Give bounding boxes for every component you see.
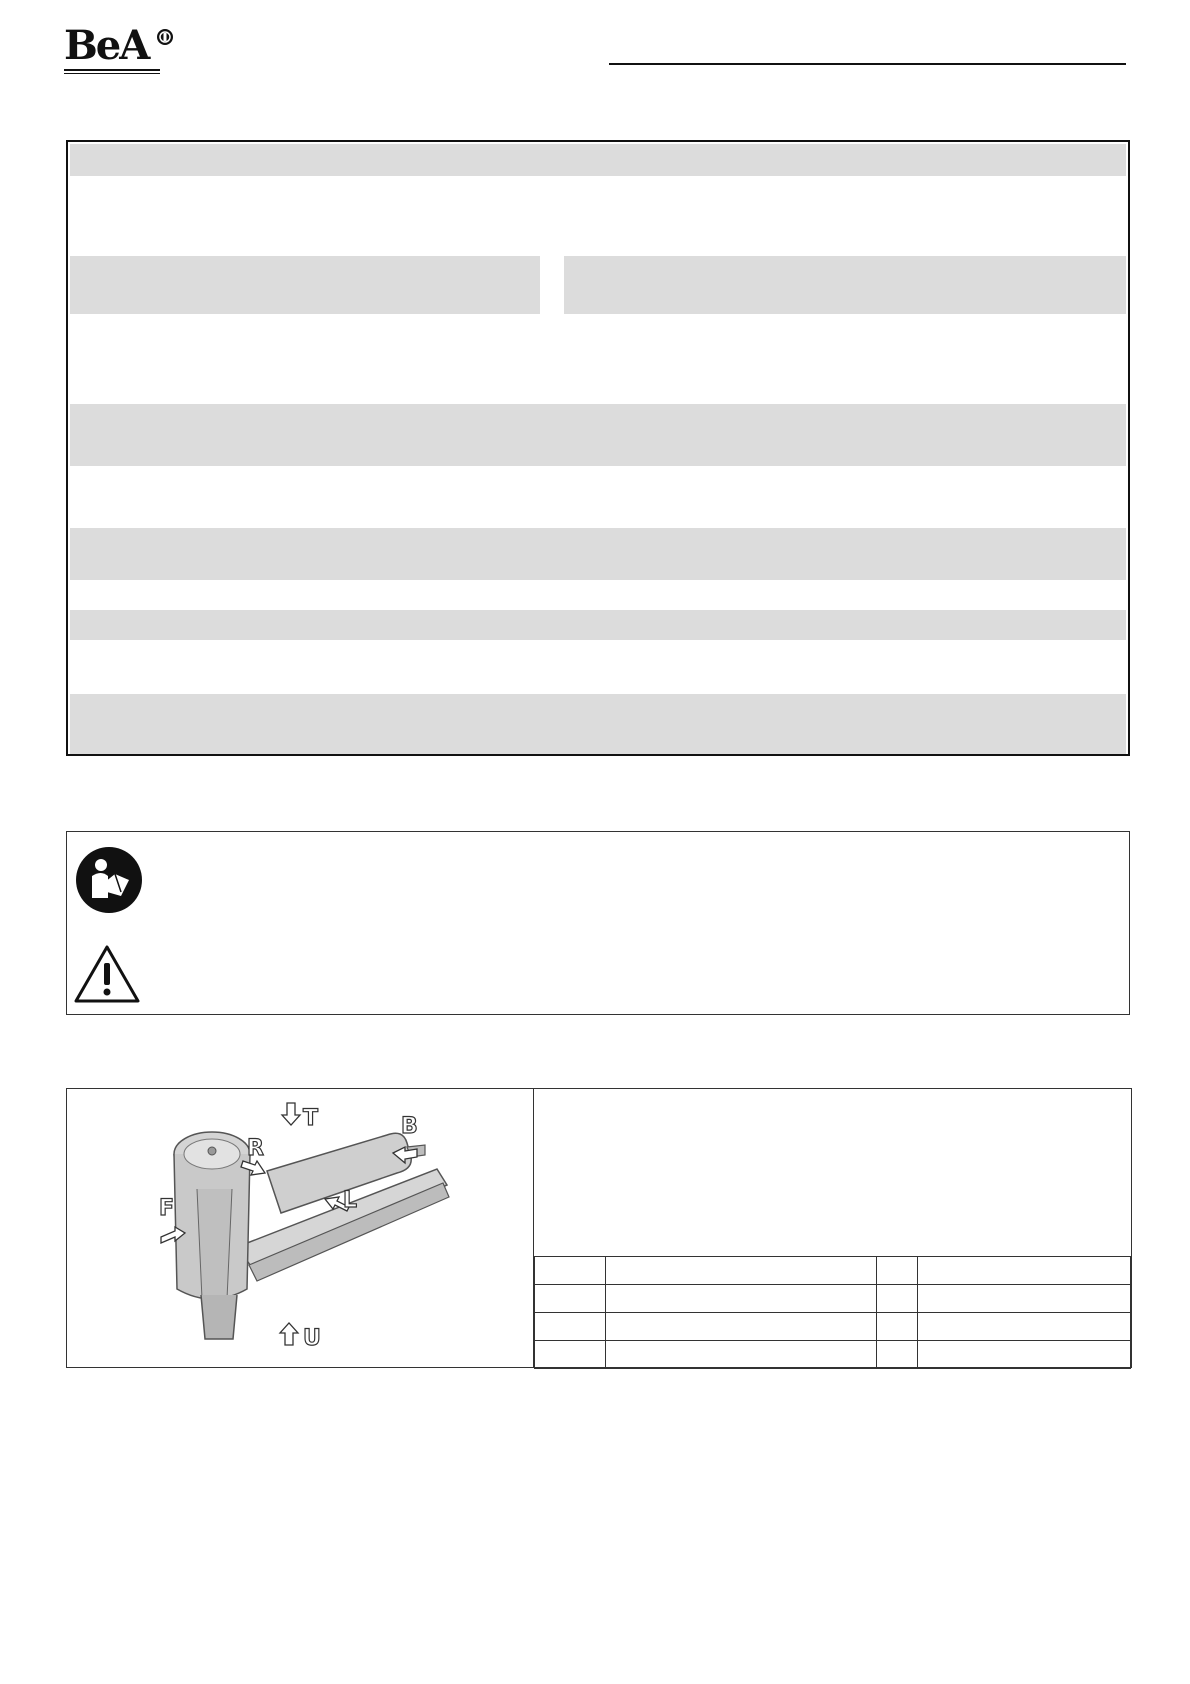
table-cell <box>606 1341 876 1369</box>
info-band-1 <box>70 144 1126 176</box>
tool-orientation-panel <box>66 1088 1132 1368</box>
table-cell <box>876 1313 917 1341</box>
table-row <box>535 1285 1131 1313</box>
table-cell <box>606 1313 876 1341</box>
tool-diagram-cell <box>67 1089 534 1367</box>
table-cell <box>535 1285 606 1313</box>
safety-notice-box <box>66 831 1130 1015</box>
read-manual-icon <box>75 846 143 914</box>
table-cell <box>535 1257 606 1285</box>
info-table <box>66 140 1130 756</box>
table-cell <box>917 1313 1130 1341</box>
label-back: B <box>401 1114 418 1139</box>
logo-wordmark: BeA <box>64 22 149 69</box>
table-cell <box>917 1341 1130 1369</box>
brand-logo <box>64 24 174 74</box>
nailer-diagram <box>157 1099 457 1359</box>
registered-emblem-icon <box>156 28 174 46</box>
warning-triangle-icon <box>73 944 141 1004</box>
table-cell <box>535 1341 606 1369</box>
label-right: R <box>247 1136 264 1161</box>
table-cell <box>876 1341 917 1369</box>
table-cell <box>606 1285 876 1313</box>
logo-underline-thin <box>64 73 160 74</box>
table-cell <box>606 1257 876 1285</box>
info-band-6 <box>70 694 1126 754</box>
table-cell <box>876 1257 917 1285</box>
info-band-4 <box>70 528 1126 580</box>
header-rule <box>609 63 1126 65</box>
table-cell <box>876 1285 917 1313</box>
table-cell <box>535 1313 606 1341</box>
table-cell <box>917 1257 1130 1285</box>
info-band-5 <box>70 610 1126 640</box>
table-cell <box>917 1285 1130 1313</box>
logo-underline <box>64 69 160 71</box>
label-under: U <box>303 1326 321 1351</box>
info-band-2-left <box>70 256 540 314</box>
label-top: T <box>303 1106 319 1131</box>
label-front: F <box>159 1196 175 1221</box>
table-row <box>535 1341 1131 1369</box>
label-left: L <box>343 1188 358 1213</box>
table-row <box>535 1313 1131 1341</box>
info-band-2-right <box>564 256 1126 314</box>
table-row <box>535 1257 1131 1285</box>
info-band-3 <box>70 404 1126 466</box>
spec-table <box>534 1256 1131 1369</box>
